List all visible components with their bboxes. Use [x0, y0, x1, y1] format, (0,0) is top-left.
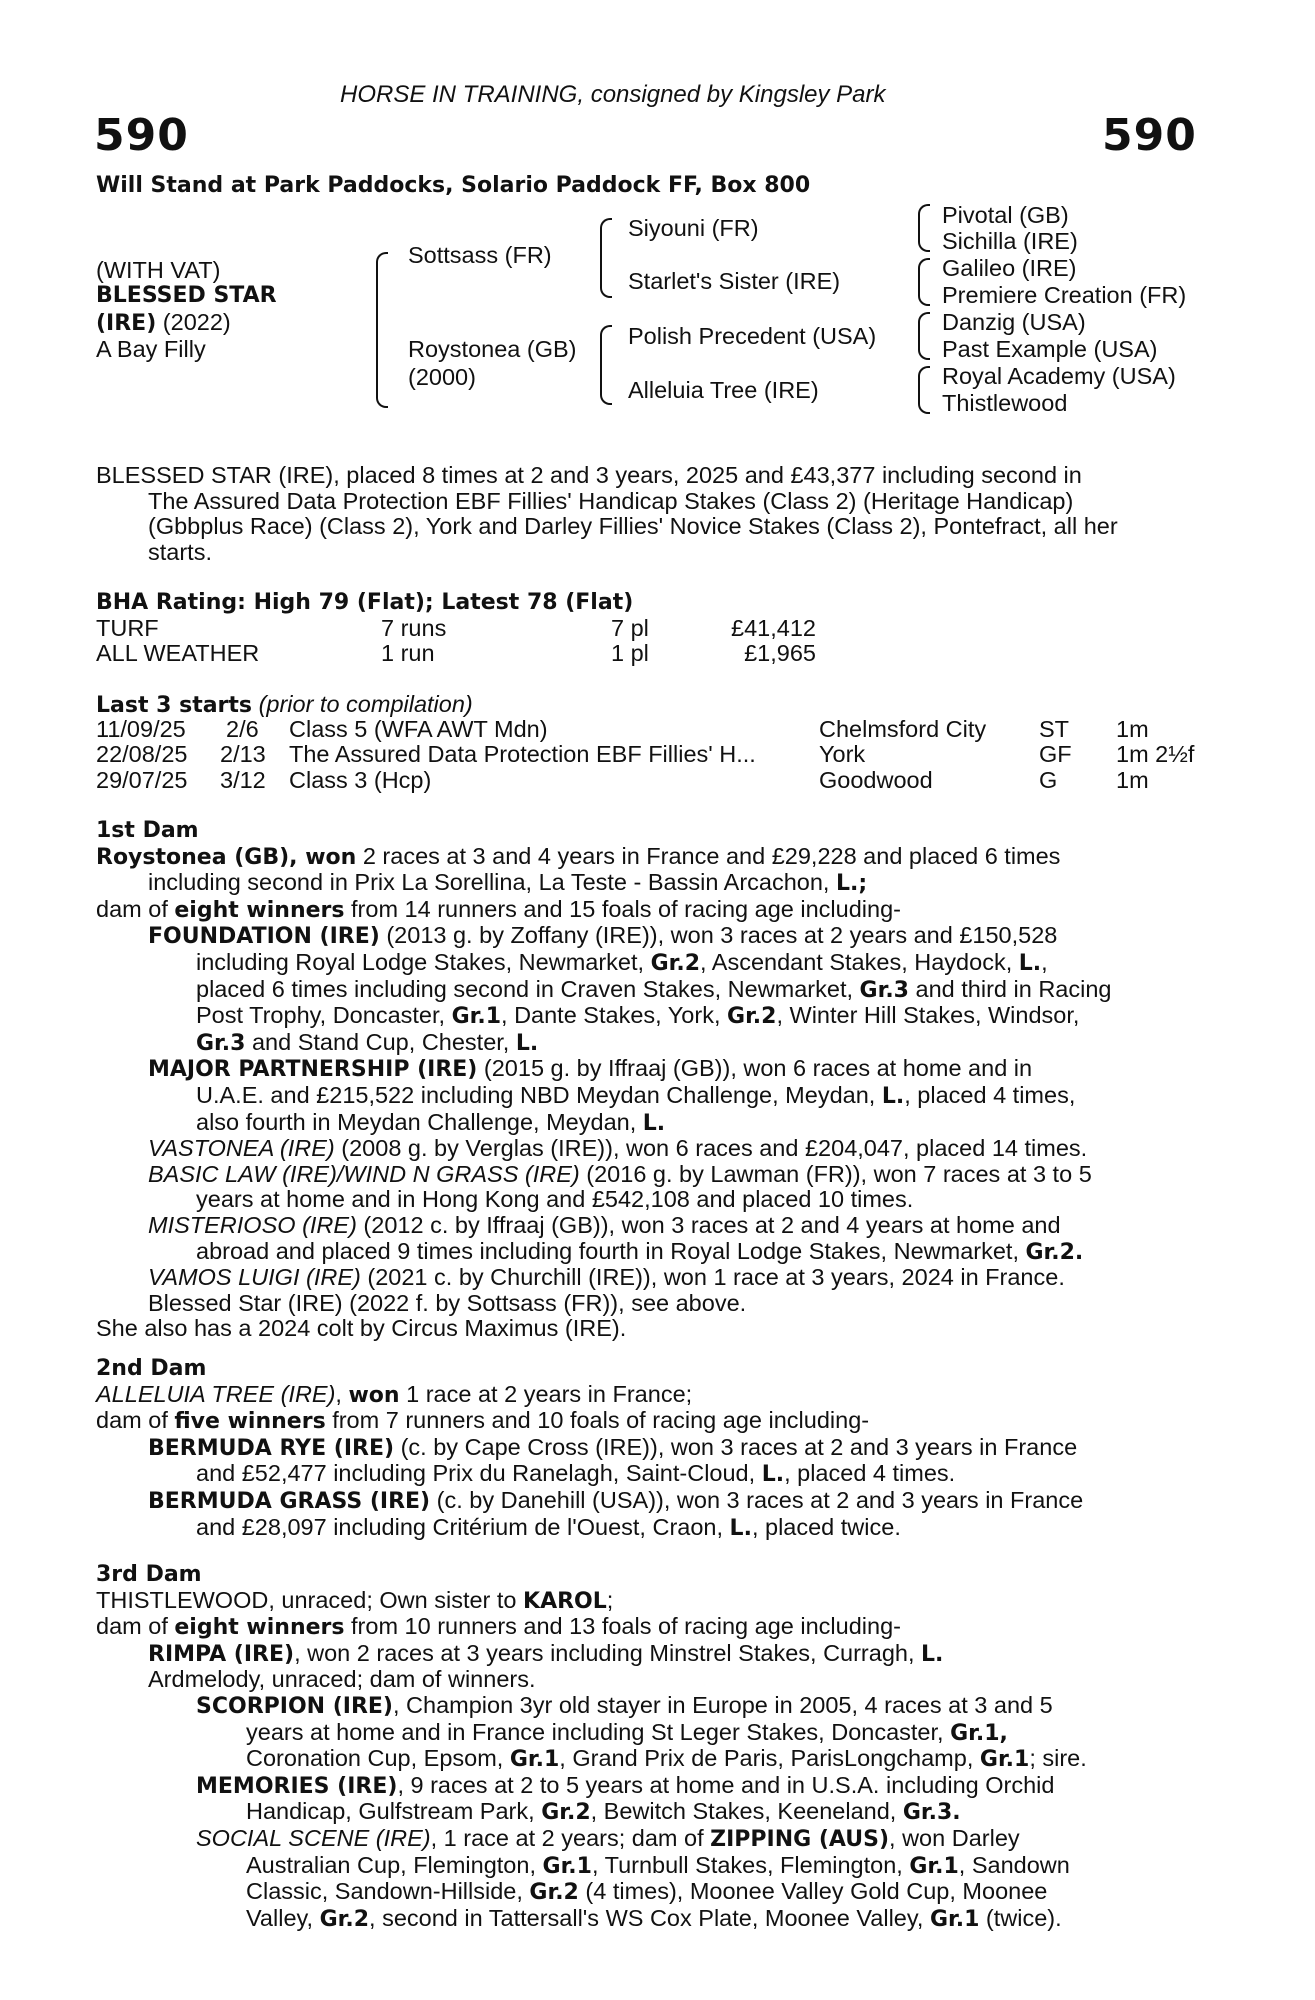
produce-line: abroad and placed 9 times including fourth in Royal Lodge Stakes, Newmarket, Gr.2. — [196, 1237, 1084, 1265]
produce-vastonea: VASTONEA (IRE) (2008 g. by Verglas (IRE)), won 6 races and £204,047, placed 14 times. — [148, 1135, 1088, 1162]
brace-g3-1 — [918, 258, 930, 306]
start-going: ST — [1039, 716, 1070, 742]
start-race: Class 3 (Hcp) — [289, 767, 432, 793]
gen2-2: Polish Precedent (USA) — [628, 323, 877, 349]
last-starts-note: (prior to compilation) — [258, 691, 473, 717]
start-pos: 2/13 — [220, 741, 266, 767]
rating-runs: 1 run — [381, 640, 435, 666]
produce-line: Coronation Cup, Epsom, Gr.1, Grand Prix de Paris, ParisLongchamp, Gr.1; sire. — [246, 1745, 1087, 1773]
horse-name: BLESSED STAR — [96, 283, 277, 308]
dam-year: (2000) — [408, 364, 476, 390]
brace-main — [376, 252, 388, 408]
produce-basic-law: BASIC LAW (IRE)/WIND N GRASS (IRE) (2016 g. by Lawman (FR)), won 7 races at 3 to 5 — [148, 1160, 1092, 1187]
produce-line: Australian Cup, Flemington, Gr.1, Turnbull Stakes, Flemington, Gr.1, Sandown — [246, 1851, 1070, 1879]
rating-earnings: £1,965 — [744, 640, 816, 666]
gen3-5: Past Example (USA) — [942, 336, 1158, 362]
gen2-1: Starlet's Sister (IRE) — [628, 268, 841, 294]
produce-line: years at home and in France including St Leger Stakes, Doncaster, Gr.1, — [246, 1718, 1008, 1746]
table-row — [96, 717, 1206, 743]
first-dam-section — [96, 818, 1204, 1342]
produce-line: Classic, Sandown-Hillside, Gr.2 (4 times), Moonee Valley Gold Cup, Moonee — [246, 1878, 1048, 1906]
rating-earnings: £41,412 — [731, 615, 816, 641]
summary-line: (Gbbplus Race) (Class 2), York and Darley Fillies' Novice Stakes (Class 2), Pontefract, all her — [148, 513, 1118, 540]
section-heading: 2nd Dam — [96, 1356, 207, 1381]
bha-rating-title: BHA Rating: High 79 (Flat); Latest 78 (Flat) — [96, 590, 634, 615]
produce-line: and £52,477 including Prix du Ranelagh, Saint-Cloud, L., placed 4 times. — [196, 1460, 956, 1488]
brace-g3-3 — [918, 366, 930, 414]
produce-scorpion: SCORPION (IRE), Champion 3yr old stayer in Europe in 2005, 4 races at 3 and 5 — [196, 1691, 1053, 1719]
start-date: 11/09/25 — [96, 716, 186, 742]
produce-line: and £28,097 including Critérium de l'Ouest, Craon, L., placed twice. — [196, 1513, 901, 1541]
start-going: GF — [1039, 741, 1072, 767]
start-going: G — [1039, 767, 1058, 793]
summary-line: starts. — [148, 538, 212, 565]
dam-of-line: dam of five winners from 7 runners and 10 foals of racing age including- — [96, 1407, 870, 1435]
rating-row-turf — [96, 616, 816, 642]
rating-placed: 1 pl — [611, 640, 649, 666]
produce-line: Gr.3 and Stand Cup, Chester, L. — [196, 1028, 539, 1056]
produce-vamos: VAMOS LUIGI (IRE) (2021 c. by Churchill (IRE)), won 1 race at 3 years, 2024 in France. — [148, 1264, 1065, 1291]
stabling-info: Will Stand at Park Paddocks, Solario Paddock FF, Box 800 — [96, 173, 811, 198]
dam-of-line: dam of eight winners from 10 runners and 13 foals of racing age including- — [96, 1613, 901, 1641]
section-heading: 1st Dam — [96, 818, 199, 843]
gen3-7: Thistlewood — [942, 390, 1068, 416]
produce-major: MAJOR PARTNERSHIP (IRE) (2015 g. by Iffraaj (GB)), won 6 races at home and in — [148, 1055, 1033, 1083]
vat-label: (WITH VAT) — [96, 257, 221, 283]
sire-name: Sottsass (FR) — [408, 242, 552, 268]
produce-line: U.A.E. and £215,522 including NBD Meydan Challenge, Meydan, L., placed 4 times, — [196, 1081, 1076, 1109]
third-dam-section — [96, 1562, 1204, 1932]
brace-g3-0 — [918, 204, 930, 252]
start-course: Goodwood — [819, 767, 933, 793]
start-course: Chelmsford City — [819, 716, 987, 742]
lot-number-right: 590 — [1102, 110, 1197, 161]
horse-description: A Bay Filly — [96, 336, 206, 362]
also-line: She also has a 2024 colt by Circus Maximus (IRE). — [96, 1315, 627, 1342]
start-date: 22/08/25 — [96, 741, 188, 767]
rating-row-aw — [96, 641, 816, 667]
summary-line: The Assured Data Protection EBF Fillies' Handicap Stakes (Class 2) (Heritage Handicap) — [148, 487, 1074, 514]
gen3-2: Galileo (IRE) — [942, 255, 1077, 281]
start-pos: 2/6 — [226, 716, 259, 742]
start-dist: 1m — [1116, 716, 1149, 742]
horse-year: (2022) — [162, 309, 231, 335]
rating-surface: ALL WEATHER — [96, 640, 260, 666]
gen3-4: Danzig (USA) — [942, 309, 1086, 335]
produce-line: years at home and in Hong Kong and £542,108 and placed 10 times. — [196, 1186, 914, 1213]
dam-intro: ALLELUIA TREE (IRE), won 1 race at 2 years in France; — [96, 1380, 693, 1408]
second-dam-section — [96, 1356, 1204, 1541]
start-date: 29/07/25 — [96, 767, 188, 793]
gen3-6: Royal Academy (USA) — [942, 363, 1176, 389]
start-course: York — [819, 741, 866, 767]
gen3-3: Premiere Creation (FR) — [942, 282, 1187, 308]
produce-line: Post Trophy, Doncaster, Gr.1, Dante Stakes, York, Gr.2, Winter Hill Stakes, Windsor, — [196, 1002, 1080, 1030]
table-row — [96, 742, 1206, 768]
produce-line: Handicap, Gulfstream Park, Gr.2, Bewitch Stakes, Keeneland, Gr.3. — [246, 1798, 961, 1826]
dam-intro: THISTLEWOOD, unraced; Own sister to KAROL; — [96, 1586, 614, 1614]
dam-intro: Roystonea (GB), won 2 races at 3 and 4 years in France and £29,228 and placed 6 times — [96, 842, 1061, 870]
summary-line: BLESSED STAR (IRE), placed 8 times at 2 and 3 years, 2025 and £43,377 including second in — [96, 462, 1082, 488]
start-dist: 1m 2½f — [1116, 741, 1195, 767]
last-starts-title — [96, 692, 473, 719]
produce-line: including Royal Lodge Stakes, Newmarket, Gr.2, Ascendant Stakes, Haydock, L., — [196, 948, 1048, 976]
brace-g3-2 — [918, 312, 930, 360]
produce-bermuda-grass: BERMUDA GRASS (IRE) (c. by Danehill (USA)), won 3 races at 2 and 3 years in France — [148, 1486, 1084, 1514]
rating-runs: 7 runs — [381, 615, 447, 641]
table-row — [96, 768, 1206, 794]
horse-country-year — [96, 310, 231, 337]
rating-surface: TURF — [96, 615, 159, 641]
produce-misterioso: MISTERIOSO (IRE) (2012 c. by Iffraaj (GB)), won 3 races at 2 and 4 years at home and — [148, 1211, 1061, 1238]
consignment-title: HORSE IN TRAINING, consigned by Kingsley Park — [340, 81, 886, 108]
section-heading: 3rd Dam — [96, 1562, 202, 1587]
start-race: The Assured Data Protection EBF Fillies' H... — [289, 741, 756, 767]
produce-rimpa: RIMPA (IRE), won 2 races at 3 years including Minstrel Stakes, Curragh, L. — [148, 1639, 944, 1667]
rating-placed: 7 pl — [611, 615, 649, 641]
brace-dam — [600, 325, 612, 405]
dam-intro-2: including second in Prix La Sorellina, La Teste - Bassin Arcachon, L.; — [148, 869, 868, 897]
gen3-1: Sichilla (IRE) — [942, 228, 1078, 254]
produce-line: placed 6 times including second in Craven Stakes, Newmarket, Gr.3 and third in Racing — [196, 975, 1112, 1003]
produce-line: also fourth in Meydan Challenge, Meydan, L. — [196, 1108, 666, 1136]
brace-sire — [600, 218, 612, 298]
produce-blessed: Blessed Star (IRE) (2022 f. by Sottsass (FR)), see above. — [148, 1289, 747, 1316]
produce-social-scene: SOCIAL SCENE (IRE), 1 race at 2 years; dam of ZIPPING (AUS), won Darley — [196, 1824, 1020, 1852]
gen2-0: Siyouni (FR) — [628, 215, 759, 241]
race-summary — [96, 463, 1204, 565]
dam-name: Roystonea (GB) — [408, 336, 577, 362]
start-pos: 3/12 — [220, 767, 266, 793]
produce-line: Valley, Gr.2, second in Tattersall's WS Cox Plate, Moonee Valley, Gr.1 (twice). — [246, 1904, 1062, 1932]
horse-country: (IRE) — [96, 311, 157, 336]
produce-memories: MEMORIES (IRE), 9 races at 2 to 5 years at home and in U.S.A. including Orchid — [196, 1771, 1055, 1799]
last-starts-heading: Last 3 starts — [96, 693, 253, 718]
produce-ardmelody: Ardmelody, unraced; dam of winners. — [148, 1666, 536, 1693]
produce-bermuda-rye: BERMUDA RYE (IRE) (c. by Cape Cross (IRE)), won 3 races at 2 and 3 years in France — [148, 1433, 1078, 1461]
lot-number-left: 590 — [94, 110, 189, 161]
dam-of-line: dam of eight winners from 14 runners and 15 foals of racing age including- — [96, 895, 901, 923]
start-dist: 1m — [1116, 767, 1149, 793]
produce-foundation: FOUNDATION (IRE) (2013 g. by Zoffany (IRE)), won 3 races at 2 years and £150,528 — [148, 922, 1058, 950]
start-race: Class 5 (WFA AWT Mdn) — [289, 716, 548, 742]
gen2-3: Alleluia Tree (IRE) — [628, 377, 819, 403]
gen3-0: Pivotal (GB) — [942, 202, 1069, 228]
